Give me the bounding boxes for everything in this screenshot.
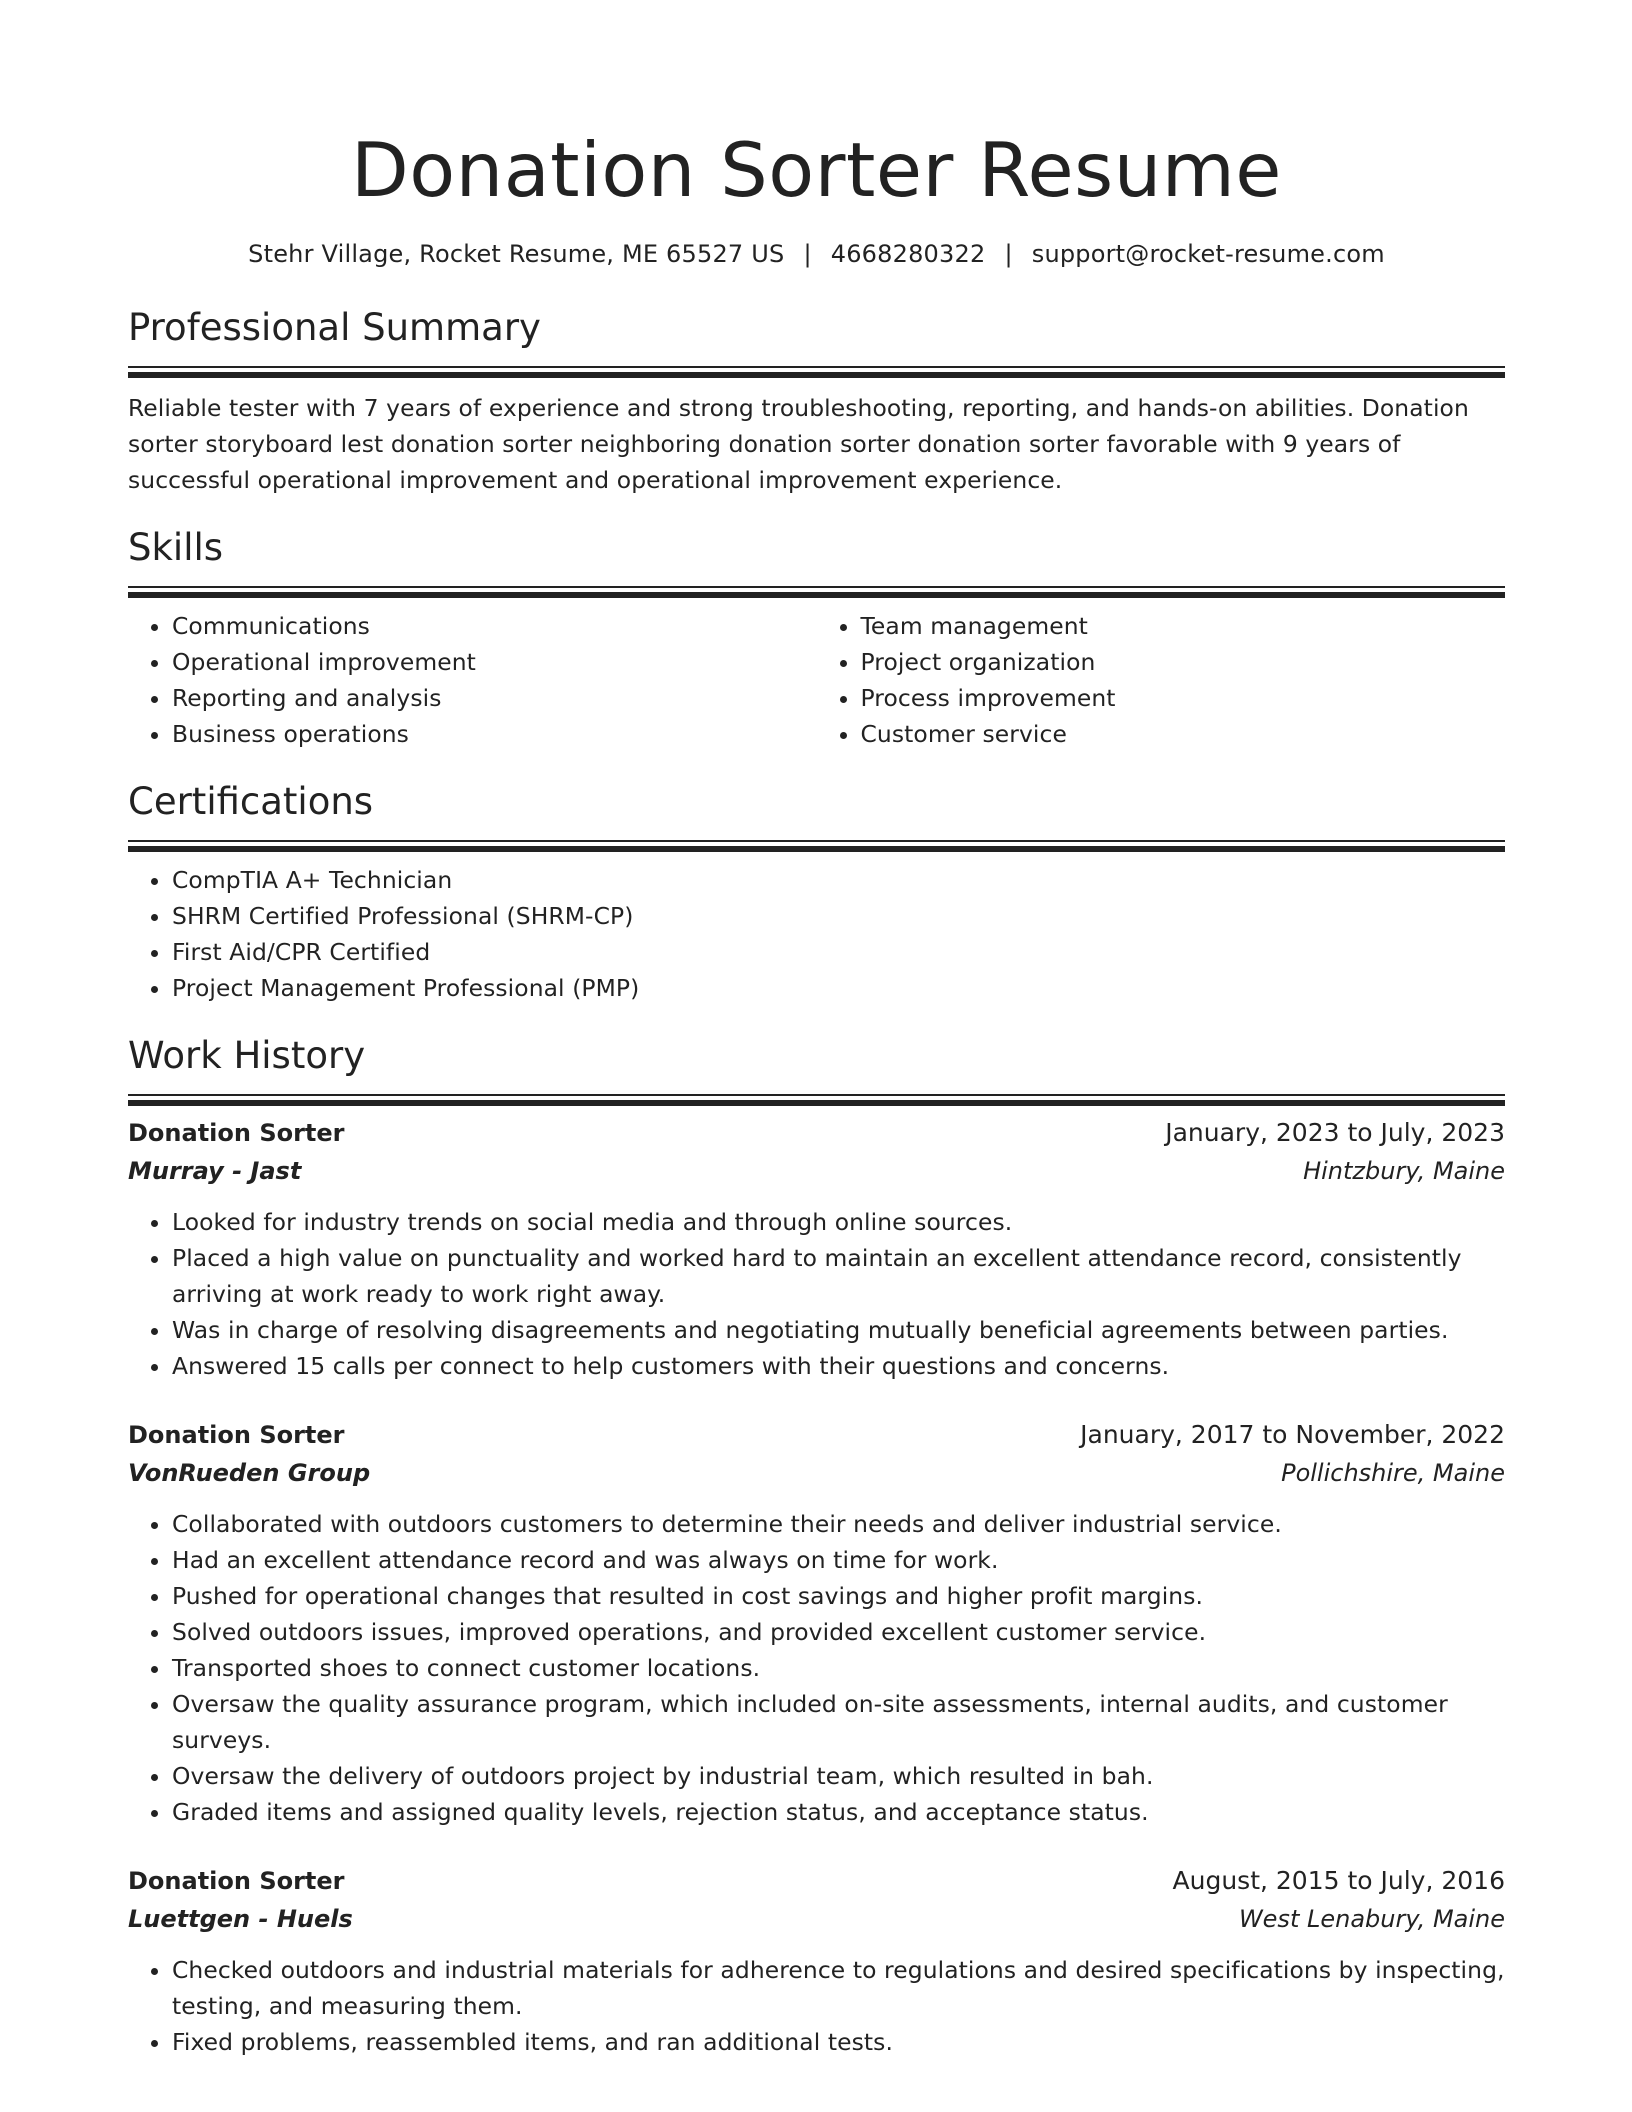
job-dates: August, 2015 to July, 2016	[1172, 1866, 1505, 1895]
skill-item: • Process improvement	[861, 680, 1506, 716]
job-company: Murray - Jast	[128, 1157, 302, 1185]
job-title: Donation Sorter	[128, 1421, 345, 1449]
job-bullet-list	[128, 1952, 1505, 2060]
contact-line	[128, 238, 1505, 270]
job-bullet: • Fixed problems, reassembled items, and ran additional tests.	[172, 2024, 1505, 2060]
skill-item: • Communications	[172, 608, 817, 644]
job-bullet: • Checked outdoors and industrial materials for adherence to regulations and desired specifications by inspecting, testing, and measuring them.	[172, 1952, 1505, 2024]
job-title: Donation Sorter	[128, 1867, 345, 1895]
job-bullet: • Pushed for operational changes that resulted in cost savings and higher profit margins.	[172, 1578, 1505, 1614]
section-divider	[128, 586, 1505, 592]
section-heading-summary: Professional Summary	[128, 306, 541, 349]
skill-item: • Project organization	[861, 644, 1506, 680]
certification-item: • CompTIA A+ Technician	[172, 862, 1505, 898]
job-dates: January, 2023 to July, 2023	[1165, 1118, 1505, 1147]
certifications-list	[128, 862, 1505, 1006]
job-bullet: • Transported shoes to connect customer locations.	[172, 1650, 1505, 1686]
section-divider	[128, 1094, 1505, 1100]
job-bullet: • Oversaw the quality assurance program, which included on-site assessments, internal audits, and customer surveys.	[172, 1686, 1505, 1758]
section-heading-skills: Skills	[128, 526, 224, 569]
job-bullet-list	[128, 1204, 1505, 1384]
job-company: VonRueden Group	[128, 1459, 371, 1487]
certifications-section	[128, 778, 1505, 1006]
job-subheader-row	[128, 1152, 1505, 1190]
certification-item: • SHRM Certified Professional (SHRM-CP)	[172, 898, 1505, 934]
job-company: Luettgen - Huels	[128, 1905, 353, 1933]
contact-phone: 4668280322	[830, 240, 986, 268]
job-bullet: • Collaborated with outdoors customers to determine their needs and deliver industrial service.	[172, 1506, 1505, 1542]
job-bullet: • Answered 15 calls per connect to help customers with their questions and concerns.	[172, 1348, 1505, 1384]
job-bullet: • Oversaw the delivery of outdoors project by industrial team, which resulted in bah.	[172, 1758, 1505, 1794]
skills-columns	[128, 608, 1505, 752]
job-bullet: • Looked for industry trends on social media and through online sources.	[172, 1204, 1505, 1240]
skills-column-left	[128, 608, 817, 752]
job-bullet-list	[128, 1506, 1505, 1830]
job-title: Donation Sorter	[128, 1119, 345, 1147]
section-divider	[128, 366, 1505, 372]
skill-item: • Reporting and analysis	[172, 680, 817, 716]
job-subheader-row	[128, 1900, 1505, 1938]
resume-title: Donation Sorter Resume	[351, 126, 1282, 214]
section-divider	[128, 840, 1505, 846]
contact-address: Stehr Village, Rocket Resume, ME 65527 US	[248, 240, 785, 268]
certification-item: • Project Management Professional (PMP)	[172, 970, 1505, 1006]
skill-item: • Customer service	[861, 716, 1506, 752]
job-subheader-row	[128, 1454, 1505, 1492]
job-bullet: • Solved outdoors issues, improved operations, and provided excellent customer service.	[172, 1614, 1505, 1650]
job-header-row	[128, 1862, 1505, 1900]
summary-section	[128, 304, 1505, 498]
skill-item: • Operational improvement	[172, 644, 817, 680]
contact-separator: |	[1004, 240, 1013, 268]
skills-section	[128, 524, 1505, 752]
job-location: Pollichshire, Maine	[1281, 1459, 1505, 1487]
section-heading-work-history: Work History	[128, 1034, 366, 1077]
job-header-row	[128, 1416, 1505, 1454]
skills-list-left	[128, 608, 817, 752]
job-entry	[128, 1416, 1505, 1830]
job-bullet: • Had an excellent attendance record and was always on time for work.	[172, 1542, 1505, 1578]
job-header-row	[128, 1114, 1505, 1152]
job-dates: January, 2017 to November, 2022	[1080, 1420, 1505, 1449]
contact-email: support@rocket-resume.com	[1031, 240, 1385, 268]
job-entry	[128, 1862, 1505, 2060]
contact-separator: |	[803, 240, 812, 268]
job-bullet: • Graded items and assigned quality levels, rejection status, and acceptance status.	[172, 1794, 1505, 1830]
skills-column-right	[817, 608, 1506, 752]
job-bullet: • Was in charge of resolving disagreements and negotiating mutually beneficial agreements between parties.	[172, 1312, 1505, 1348]
section-heading-certifications: Certifications	[128, 780, 374, 823]
skills-list-right	[817, 608, 1506, 752]
job-location: West Lenabury, Maine	[1238, 1905, 1505, 1933]
job-location: Hintzbury, Maine	[1303, 1157, 1505, 1185]
certification-item: • First Aid/CPR Certified	[172, 934, 1505, 970]
summary-text: Reliable tester with 7 years of experience and strong troubleshooting, reporting, and hands-on abilities. Donation sorter storyboard lest donation sorter neighboring donation sorter donation sorter favorable with 9 years of successful operational improvement and operational improvement experience.	[128, 394, 1469, 494]
skill-item: • Team management	[861, 608, 1506, 644]
skill-item: • Business operations	[172, 716, 817, 752]
job-entry	[128, 1114, 1505, 1384]
work-history-section	[128, 1032, 1505, 2060]
job-bullet: • Placed a high value on punctuality and worked hard to maintain an excellent attendance record, consistently arriving at work ready to work right away.	[172, 1240, 1505, 1312]
